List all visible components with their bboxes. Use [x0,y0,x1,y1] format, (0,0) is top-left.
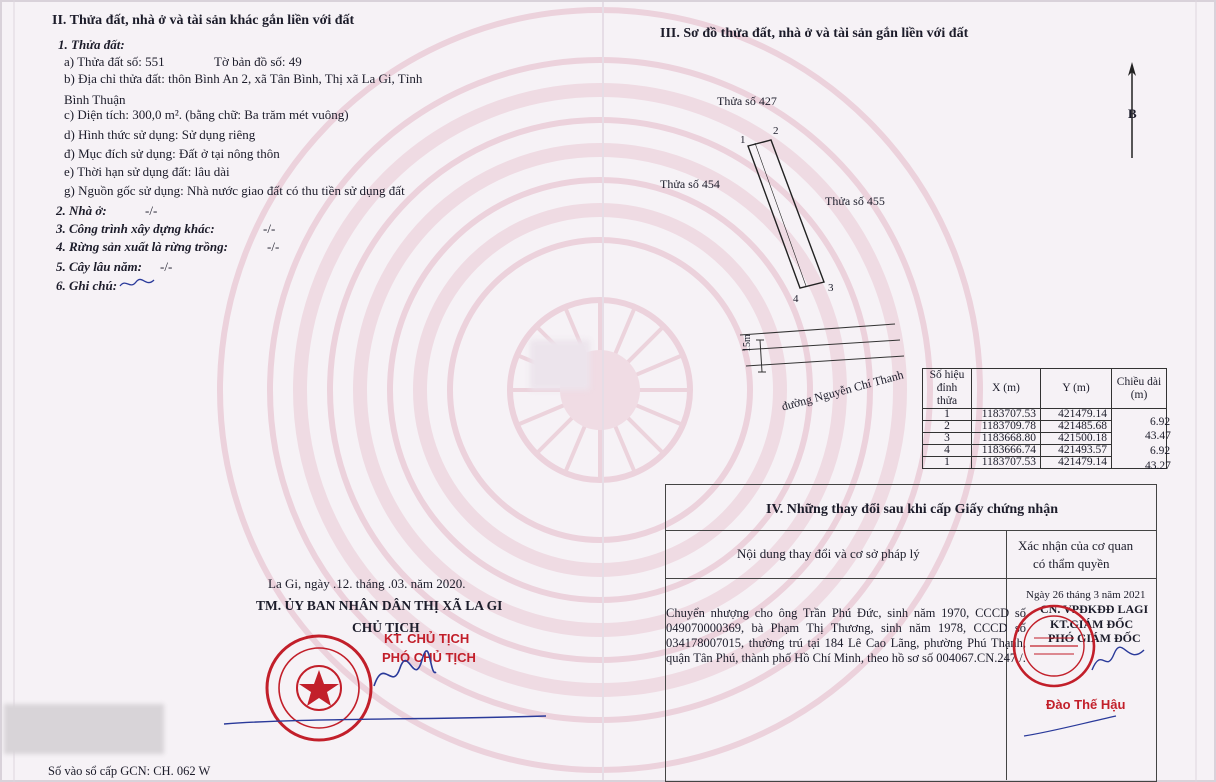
table-row [923,445,1167,457]
x-coord: 1183709.78 [972,421,1041,433]
side-length-1-2: 6.92 [1150,416,1171,428]
side-length-2-3: 43.47 [1145,430,1171,442]
section4-heading: IV. Những thay đổi sau khi cấp Giấy chứng nhận [766,502,1058,517]
forest-value: -/- [267,239,280,254]
vertex-no: 1 [923,409,972,421]
signer-underline [1020,712,1120,742]
neighbor-parcel-455: Thửa số 455 [825,194,885,208]
signature-left [370,648,440,698]
changes-divider [665,578,1156,579]
construction-label: 3. Công trình xây dựng khác: [56,221,215,236]
chairman-title: CHỦ TỊCH [352,620,420,635]
stamp-kt-chairman: KT. CHỦ TỊCH [384,631,470,646]
use-purpose: đ) Mục đích sử dụng: Đất ở tại nông thôn [64,146,280,161]
construction-value: -/- [263,221,276,236]
col-x: X (m) [972,369,1041,409]
land-origin: g) Nguồn gốc sử dụng: Nhà nước giao đất có thu tiền sử dụng đất [64,183,405,198]
parcel-address-cont: Bình Thuận [64,92,126,107]
parcel-address: b) Địa chỉ thửa đất: thôn Bình An 2, xã Tân Bình, Thị xã La Gi, Tỉnh [64,71,423,86]
vertex-4-label: 4 [793,293,799,305]
land-heading: 1. Thửa đất: [58,37,125,52]
use-term: e) Thời hạn sử dụng đất: lâu dài [64,164,230,179]
col-y: Y (m) [1041,369,1112,409]
side-length-3-4: 6.92 [1150,445,1171,457]
section3-heading: III. Sơ đồ thửa đất, nhà ở và tài sản gắn liền với đất [660,26,969,41]
note-scribble [118,274,158,294]
section2-heading: II. Thửa đất, nhà ở và tài sản khác gắn liền với đất [52,13,355,28]
y-coord: 421479.14 [1041,409,1112,421]
forest-label: 4. Rừng sản xuất là rừng trồng: [56,239,228,254]
confirm-kt: KT.GIÁM ĐỐC [1050,617,1134,631]
confirm-date: Ngày 26 tháng 3 năm 2021 [1026,589,1146,601]
note-label: 6. Ghi chú: [56,278,118,293]
road-name: đường Nguyễn Chí Thanh [780,367,905,414]
house-value: -/- [145,203,158,218]
vertex-no: 3 [923,433,972,445]
redacted-patch-left [4,704,164,754]
parcel-area: c) Diện tích: 300,0 m². (bằng chữ: Ba trăm mét vuông) [64,107,349,122]
use-form: d) Hình thức sử dụng: Sử dụng riêng [64,127,256,142]
x-coord: 1183707.53 [972,457,1041,469]
side-length-4-1: 43.27 [1145,460,1171,472]
parcel-number: a) Thửa đất số: 551 [64,54,165,69]
map-sheet-number: Tờ bản đồ số: 49 [214,54,302,69]
change-content: Chuyển nhượng cho ông Trần Phú Đức, sinh năm 1970, CCCD số 049070000369, bà Phạm Thị Thương, sinh năm 1978, CCCD số 034178007015, thường trú tại 184 Lê Cao Lãng, phường Phú Thạnh, quận Tân Phú, thành phố Hồ Chí Minh, theo hồ sơ số 004067.CN.247./. [666,606,1026,665]
y-coord: 421500.18 [1041,433,1112,445]
col-vertex-no: Số hiệu đỉnh thửa [923,369,972,409]
issuing-authority: TM. ỦY BAN NHÂN DÂN THỊ XÃ LA GI [256,598,503,613]
house-label: 2. Nhà ở: [56,203,107,218]
vertex-3-label: 3 [828,282,834,294]
vertex-no: 2 [923,421,972,433]
confirm-vice-director: PHÓ GIÁM ĐỐC [1048,631,1141,645]
table-row [923,433,1167,445]
changes-col-confirm-1: Xác nhận của cơ quan [1018,538,1134,553]
x-coord: 1183668.80 [972,433,1041,445]
signature-right [1088,640,1148,680]
perennial-value: -/- [160,259,173,274]
registry-number: Số vào sổ cấp GCN: CH. 062 W [48,764,211,778]
red-seal-right [1008,600,1100,692]
table-row [923,409,1167,421]
parcel-diagram [700,110,940,400]
confirm-office: CN. VPĐKĐĐ LAGI [1040,602,1149,616]
signature-underline [220,710,550,730]
place-date: La Gi, ngày .12. tháng .03. năm 2020. [268,576,466,591]
x-coord: 1183666.74 [972,445,1041,457]
neighbor-parcel-427: Thửa số 427 [717,94,777,108]
col-length: Chiều dài (m) [1112,369,1167,409]
north-label: B [1128,106,1137,121]
vertex-no: 1 [923,457,972,469]
confirm-signer: Đào Thế Hậu [1046,697,1126,712]
vertex-2-label: 2 [773,125,779,137]
vertex-coordinates-table [922,368,1167,469]
table-row [923,421,1167,433]
y-coord: 421493.57 [1041,445,1112,457]
neighbor-parcel-454: Thửa số 454 [660,177,720,191]
table-row [923,457,1167,469]
x-coord: 1183707.53 [972,409,1041,421]
perennial-label: 5. Cây lâu năm: [56,259,142,274]
changes-divider [665,530,1156,531]
redacted-patch [530,340,590,390]
changes-col-content: Nội dung thay đổi và cơ sở pháp lý [737,546,920,561]
vertex-no: 4 [923,445,972,457]
stamp-vice-chairman: PHÓ CHỦ TỊCH [382,650,476,665]
y-coord: 421485.68 [1041,421,1112,433]
changes-col-confirm-2: có thẩm quyền [1033,556,1110,571]
y-coord: 421479.14 [1041,457,1112,469]
width-dimension: 15m [742,334,753,352]
vertex-1-label: 1 [740,134,746,146]
